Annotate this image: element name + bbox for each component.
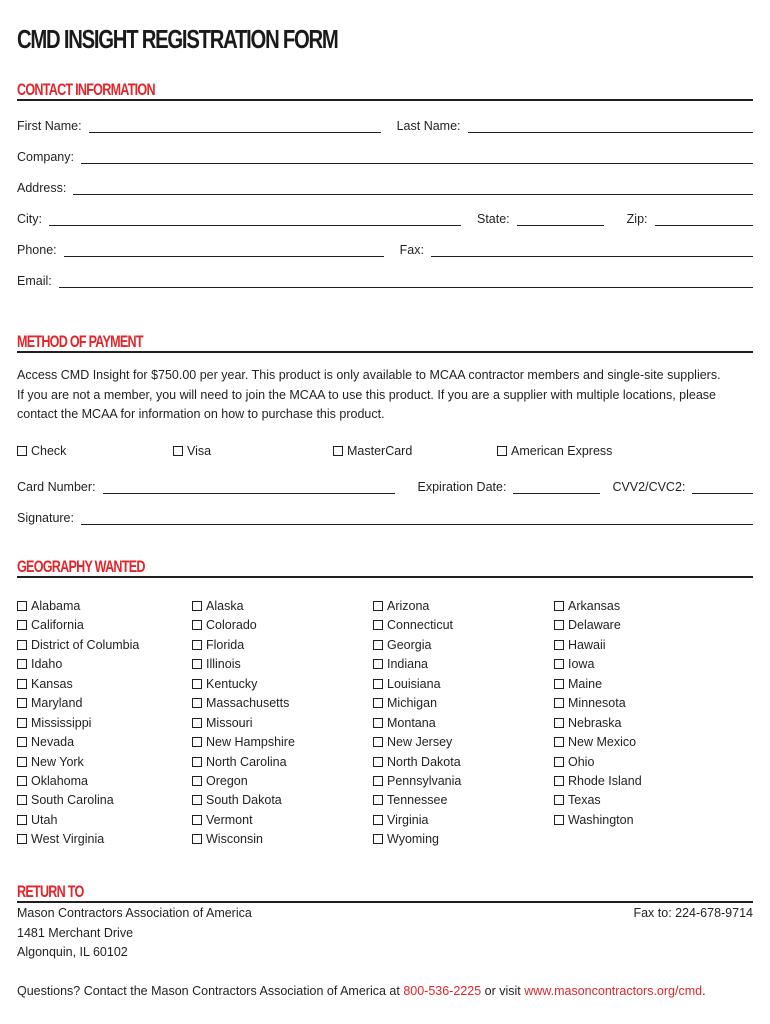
questions-text-end: .	[702, 984, 706, 998]
payment-option-check[interactable]	[17, 444, 66, 458]
state-option[interactable]	[17, 793, 197, 812]
states-column	[373, 599, 553, 852]
payment-methods	[17, 444, 753, 462]
signature-label: Signature:	[17, 511, 74, 525]
state-option-label: Kentucky	[206, 676, 258, 691]
section-heading-payment: METHOD OF PAYMENT	[17, 332, 143, 351]
checkbox-icon[interactable]	[17, 776, 27, 786]
state-option[interactable]	[17, 599, 197, 618]
state-option-label: Montana	[387, 715, 436, 730]
checkbox-icon[interactable]	[17, 640, 27, 650]
checkbox-icon[interactable]	[17, 679, 27, 689]
address-label: Address:	[17, 181, 67, 195]
state-option[interactable]	[373, 657, 553, 676]
state-option-label: Missouri	[206, 715, 253, 730]
return-org: Mason Contractors Association of America	[17, 906, 252, 920]
state-option[interactable]	[554, 657, 734, 676]
state-option-label: Rhode Island	[568, 773, 642, 788]
state-option-label: Virginia	[387, 812, 429, 827]
last-name-label: Last Name:	[396, 119, 461, 133]
email-field[interactable]	[59, 275, 753, 288]
state-option[interactable]	[17, 832, 197, 851]
state-option-label: Washington	[568, 812, 634, 827]
contact-phone-link[interactable]: 800-536-2225	[403, 984, 482, 998]
first-name-label: First Name:	[17, 119, 82, 133]
state-option-label: Arkansas	[568, 599, 621, 613]
state-option[interactable]	[192, 657, 372, 676]
expiration-field[interactable]	[513, 481, 600, 494]
row-company	[17, 146, 753, 164]
checkbox-icon[interactable]	[373, 776, 383, 786]
checkbox-icon[interactable]	[17, 620, 27, 630]
state-option-label: Connecticut	[387, 618, 454, 633]
payment-option-visa[interactable]	[173, 444, 211, 458]
payment-option-label: MasterCard	[347, 444, 413, 458]
state-option[interactable]	[17, 618, 197, 637]
state-option-label: Ohio	[568, 754, 595, 769]
checkbox-icon[interactable]	[373, 698, 383, 708]
section-rule	[17, 351, 753, 353]
state-option-label: Michigan	[387, 696, 438, 711]
state-option[interactable]	[373, 735, 553, 754]
state-option-label: Nevada	[31, 735, 75, 750]
state-option-label: Maryland	[31, 696, 83, 711]
state-option-label: South Dakota	[206, 793, 282, 808]
state-option-label: Vermont	[206, 812, 253, 827]
state-option[interactable]	[192, 599, 372, 618]
state-option-label: Iowa	[568, 657, 595, 672]
address-field[interactable]	[73, 182, 753, 195]
state-option-label: New Mexico	[568, 735, 637, 750]
state-option-label: Maine	[568, 676, 603, 691]
state-option-label: New Hampshire	[206, 735, 295, 750]
state-option[interactable]	[373, 832, 553, 851]
state-option-label: California	[31, 618, 84, 633]
checkbox-icon[interactable]	[17, 601, 27, 611]
state-option[interactable]	[554, 696, 734, 715]
state-option[interactable]	[17, 774, 197, 793]
checkbox-icon[interactable]	[17, 698, 27, 708]
state-option-label: Nebraska	[568, 715, 622, 730]
state-option[interactable]	[373, 696, 553, 715]
state-option[interactable]	[554, 638, 734, 657]
state-option[interactable]	[192, 638, 372, 657]
state-option-label: Wyoming	[387, 832, 439, 847]
state-option[interactable]	[554, 793, 734, 812]
checkbox-icon[interactable]	[192, 834, 202, 844]
form-title: CMD INSIGHT REGISTRATION FORM	[17, 24, 338, 54]
card-number-label: Card Number:	[17, 480, 96, 494]
state-option-label: Kansas	[31, 676, 73, 691]
checkbox-icon[interactable]	[192, 698, 202, 708]
state-option[interactable]	[192, 774, 372, 793]
checkbox-icon[interactable]	[373, 834, 383, 844]
state-option[interactable]	[373, 774, 553, 793]
state-option[interactable]	[554, 677, 734, 696]
state-option-label: Florida	[206, 637, 245, 652]
questions-text-middle: or visit	[481, 984, 525, 998]
state-option[interactable]	[192, 832, 372, 851]
zip-label: Zip:	[626, 212, 648, 226]
return-city: Algonquin, IL 60102	[17, 945, 128, 959]
payment-option-amex[interactable]	[497, 444, 612, 458]
checkbox-icon[interactable]	[17, 834, 27, 844]
row-phone	[17, 239, 753, 257]
first-name-field[interactable]	[89, 120, 381, 133]
checkbox-icon[interactable]	[373, 795, 383, 805]
state-option-label: Mississippi	[31, 715, 92, 730]
checkbox-icon[interactable]	[373, 640, 383, 650]
state-option[interactable]	[17, 716, 197, 735]
state-option[interactable]	[192, 696, 372, 715]
fax-label: Fax:	[399, 243, 424, 257]
checkbox-icon[interactable]	[554, 620, 564, 630]
checkbox-icon[interactable]	[373, 757, 383, 767]
state-option[interactable]	[373, 755, 553, 774]
row-email	[17, 270, 753, 288]
signature-field[interactable]	[81, 512, 753, 525]
state-option-label: Louisiana	[387, 676, 441, 691]
state-option-label: New Jersey	[387, 735, 453, 750]
state-option-label: New York	[31, 754, 84, 769]
state-option[interactable]	[554, 716, 734, 735]
row-address	[17, 177, 753, 195]
return-fax: Fax to: 224-678-9714	[633, 906, 753, 920]
state-option-label: Minnesota	[568, 696, 626, 711]
checkbox-icon[interactable]	[17, 718, 27, 728]
state-option[interactable]	[17, 735, 197, 754]
state-option[interactable]	[554, 813, 734, 832]
state-option-label: Delaware	[568, 618, 621, 633]
checkbox-icon[interactable]	[192, 640, 202, 650]
checkbox-icon[interactable]	[192, 795, 202, 805]
states-column	[192, 599, 372, 852]
state-option-label: Hawaii	[568, 637, 606, 652]
state-option-label: Alabama	[31, 599, 81, 613]
state-option-label: District of Columbia	[31, 637, 140, 652]
checkbox-icon[interactable]	[373, 620, 383, 630]
state-option[interactable]	[373, 618, 553, 637]
state-label: State:	[477, 212, 510, 226]
checkbox-icon[interactable]	[17, 757, 27, 767]
checkbox-icon[interactable]	[192, 620, 202, 630]
state-option[interactable]	[373, 716, 553, 735]
card-number-field[interactable]	[103, 481, 395, 494]
state-option[interactable]	[17, 813, 197, 832]
state-option[interactable]	[192, 735, 372, 754]
payment-option-mastercard[interactable]	[333, 444, 412, 458]
row-name	[17, 115, 753, 133]
checkbox-icon[interactable]	[17, 737, 27, 747]
state-option-label: Texas	[568, 793, 601, 808]
checkbox-icon[interactable]	[554, 776, 564, 786]
state-option[interactable]	[373, 793, 553, 812]
phone-field[interactable]	[64, 244, 384, 257]
state-option[interactable]	[554, 618, 734, 637]
row-city	[17, 208, 753, 226]
section-heading-geography: GEOGRAPHY WANTED	[17, 557, 145, 576]
cvv-field[interactable]	[692, 481, 753, 494]
checkbox-icon[interactable]	[173, 446, 183, 456]
checkbox-icon[interactable]	[333, 446, 343, 456]
state-option[interactable]	[192, 813, 372, 832]
states-column	[554, 599, 734, 832]
state-option-label: Illinois	[206, 657, 241, 672]
states-grid	[17, 599, 757, 859]
payment-text-line: Access CMD Insight for $750.00 per year. This product is only available to MCAA contractor members and single-site suppliers.	[17, 368, 721, 382]
state-option-label: Arizona	[387, 599, 430, 613]
state-option-label: Colorado	[206, 618, 257, 633]
checkbox-icon[interactable]	[373, 659, 383, 669]
checkbox-icon[interactable]	[17, 795, 27, 805]
questions-text: Questions? Contact the Mason Contractors Association of America at	[17, 984, 404, 998]
checkbox-icon[interactable]	[554, 795, 564, 805]
return-street: 1481 Merchant Drive	[17, 926, 134, 940]
checkbox-icon[interactable]	[554, 659, 564, 669]
state-option[interactable]	[192, 793, 372, 812]
checkbox-icon[interactable]	[554, 815, 564, 825]
state-option[interactable]	[554, 774, 734, 793]
state-option-label: West Virginia	[31, 832, 105, 847]
state-option[interactable]	[554, 735, 734, 754]
state-option-label: North Carolina	[206, 754, 287, 769]
checkbox-icon[interactable]	[554, 679, 564, 689]
checkbox-icon[interactable]	[554, 601, 564, 611]
payment-option-label: American Express	[511, 444, 613, 458]
payment-text-line: If you are not a member, you will need to join the MCAA to use this product. If you are a supplier with multiple locations, please	[17, 387, 716, 402]
section-heading-contact: CONTACT INFORMATION	[17, 80, 155, 99]
state-option[interactable]	[554, 599, 734, 618]
state-option-label: Georgia	[387, 637, 432, 652]
state-option-label: Indiana	[387, 657, 429, 672]
zip-field[interactable]	[655, 213, 753, 226]
website-link[interactable]: www.masoncontractors.org/cmd	[524, 984, 703, 998]
phone-label: Phone:	[17, 243, 57, 257]
questions-line	[17, 984, 706, 998]
state-option[interactable]	[17, 638, 197, 657]
row-card	[17, 476, 753, 494]
expiration-label: Expiration Date:	[417, 480, 507, 494]
checkbox-icon[interactable]	[373, 718, 383, 728]
last-name-field[interactable]	[468, 120, 753, 133]
state-option[interactable]	[373, 677, 553, 696]
state-option[interactable]	[192, 755, 372, 774]
state-option[interactable]	[373, 638, 553, 657]
cvv-label: CVV2/CVC2:	[612, 480, 686, 494]
state-option[interactable]	[373, 813, 553, 832]
state-option-label: Wisconsin	[206, 832, 263, 847]
state-option[interactable]	[17, 677, 197, 696]
checkbox-icon[interactable]	[373, 737, 383, 747]
section-rule	[17, 576, 753, 578]
payment-option-label: Check	[31, 444, 67, 458]
checkbox-icon[interactable]	[373, 815, 383, 825]
state-option[interactable]	[17, 657, 197, 676]
checkbox-icon[interactable]	[192, 737, 202, 747]
state-option-label: North Dakota	[387, 754, 461, 769]
city-label: City:	[17, 212, 42, 226]
state-option-label: Oregon	[206, 773, 248, 788]
checkbox-icon[interactable]	[554, 737, 564, 747]
section-rule	[17, 99, 753, 101]
row-signature	[17, 507, 753, 525]
payment-text-line: contact the MCAA for information on how to purchase this product.	[17, 407, 385, 421]
email-label: Email:	[17, 274, 52, 288]
city-field[interactable]	[49, 213, 461, 226]
checkbox-icon[interactable]	[17, 446, 27, 456]
state-option[interactable]	[192, 618, 372, 637]
state-field[interactable]	[517, 213, 604, 226]
company-field[interactable]	[81, 151, 753, 164]
state-option-label: Alaska	[206, 599, 244, 613]
checkbox-icon[interactable]	[554, 757, 564, 767]
state-option-label: Idaho	[31, 657, 63, 672]
checkbox-icon[interactable]	[192, 718, 202, 728]
checkbox-icon[interactable]	[17, 815, 27, 825]
state-option-label: South Carolina	[31, 793, 114, 808]
state-option-label: Massachusetts	[206, 696, 290, 711]
checkbox-icon[interactable]	[192, 679, 202, 689]
checkbox-icon[interactable]	[192, 757, 202, 767]
checkbox-icon[interactable]	[192, 601, 202, 611]
section-heading-return: RETURN TO	[17, 882, 84, 901]
state-option-label: Tennessee	[387, 793, 448, 808]
state-option[interactable]	[17, 696, 197, 715]
state-option[interactable]	[192, 677, 372, 696]
checkbox-icon[interactable]	[192, 815, 202, 825]
checkbox-icon[interactable]	[554, 718, 564, 728]
state-option[interactable]	[17, 755, 197, 774]
states-column	[17, 599, 197, 852]
company-label: Company:	[17, 150, 74, 164]
state-option[interactable]	[554, 755, 734, 774]
payment-option-label: Visa	[187, 444, 212, 458]
state-option[interactable]	[373, 599, 553, 618]
section-rule	[17, 901, 753, 903]
checkbox-icon[interactable]	[554, 640, 564, 650]
checkbox-icon[interactable]	[554, 698, 564, 708]
checkbox-icon[interactable]	[497, 446, 507, 456]
state-option-label: Oklahoma	[31, 773, 88, 788]
checkbox-icon[interactable]	[373, 679, 383, 689]
checkbox-icon[interactable]	[192, 776, 202, 786]
fax-field[interactable]	[431, 244, 753, 257]
checkbox-icon[interactable]	[17, 659, 27, 669]
state-option-label: Pennsylvania	[387, 773, 462, 788]
checkbox-icon[interactable]	[192, 659, 202, 669]
payment-description	[17, 366, 753, 425]
checkbox-icon[interactable]	[373, 601, 383, 611]
state-option-label: Utah	[31, 812, 58, 827]
state-option[interactable]	[192, 716, 372, 735]
